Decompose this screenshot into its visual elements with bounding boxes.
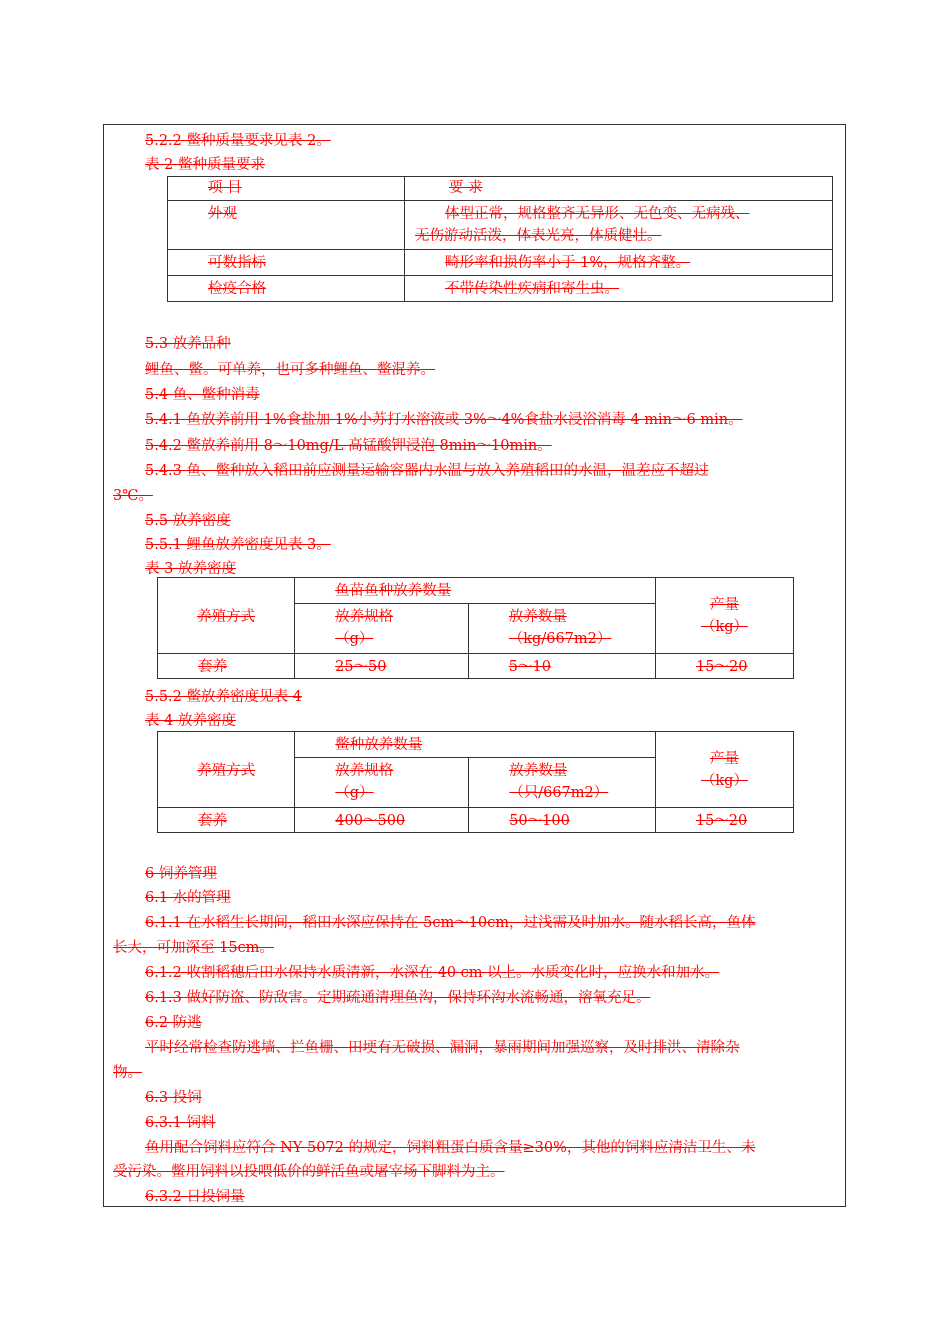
section-6-3-1: 6.3.1 饲料	[145, 1115, 216, 1131]
table-2	[167, 176, 833, 302]
table-2-header-req: 要 求	[405, 177, 833, 201]
table-3-row-mode: 套养	[158, 654, 295, 679]
section-6-1: 6.1 水的管理	[145, 890, 231, 906]
table-3-header-group: 鱼苗鱼种放养数量	[295, 578, 656, 604]
table-3-title: 表 3 放养密度	[145, 561, 236, 577]
section-5-4-3-line1: 5.4.3 鱼、鳖种放入稻田前应测量运输容器内水温与放入养殖稻田的水温，温差应不超过	[145, 463, 709, 479]
table-2-row-quarantine-item: 检疫合格	[168, 276, 405, 302]
table-4-row-mode: 套养	[158, 808, 295, 833]
table-2-row-countable-item: 可数指标	[168, 250, 405, 276]
table-4-header-spec: 放养规格 （g）	[295, 758, 469, 808]
table-2-row-countable-req: 畸形率和损伤率小于 1%，规格齐整。	[405, 250, 833, 276]
section-6: 6 饲养管理	[145, 866, 217, 882]
section-6-1-1-line2: 长大，可加深至 15cm。	[113, 940, 274, 956]
table-4-row-qty: 50～100	[469, 808, 656, 833]
section-5-5-2: 5.5.2 鳖放养密度见表 4	[145, 689, 302, 705]
section-5-2-2: 5.2.2 鳖种质量要求见表 2。	[145, 133, 331, 149]
section-5-3: 5.3 放养品种	[145, 336, 231, 352]
table-3-row-yield: 15～20	[656, 654, 794, 679]
table-4-row-yield: 15～20	[655, 808, 793, 833]
table-3-header-yield: 产量 （kg）	[656, 578, 794, 654]
table-2-row-appearance-req: 体型正常，规格整齐无异形、无色变、无病残、 无伤游动活泼，体表光亮，体质健壮。	[405, 201, 833, 250]
table-3-header-spec: 放养规格 （g）	[295, 604, 469, 654]
section-6-2-body-line2: 物。	[113, 1065, 142, 1081]
section-6-2: 6.2 防逃	[145, 1015, 202, 1031]
table-2-row-appearance-item: 外观	[168, 201, 405, 250]
section-6-3: 6.3 投饲	[145, 1090, 202, 1106]
section-6-3-2: 6.3.2 日投饲量	[145, 1189, 245, 1205]
table-3-row-qty: 5～10	[468, 654, 655, 679]
section-5-4-1: 5.4.1 鱼放养前用 1%食盐加 1%小苏打水溶液或 3%～4%食盐水浸浴消毒 4 min～6 min。	[145, 412, 743, 428]
table-4-row-spec: 400～500	[295, 808, 469, 833]
section-6-3-1-body-line1: 鱼用配合饲料应符合 NY 5072 的规定，饲料粗蛋白质含量≥30%，其他的饲料应清洁卫生、未	[145, 1140, 756, 1156]
table-3	[157, 577, 794, 679]
table-4-header-group: 鳖种放养数量	[295, 732, 656, 758]
table-2-header-item: 项 目	[168, 177, 405, 201]
table-4	[157, 731, 794, 833]
table-3-header-mode: 养殖方式	[158, 578, 295, 654]
table-4-title: 表 4 放养密度	[145, 713, 236, 729]
section-6-2-body-line1: 平时经常检查防逃墙、拦鱼栅、田埂有无破损、漏洞，暴雨期间加强巡察，及时排洪、清除杂	[145, 1040, 740, 1056]
section-5-5-1: 5.5.1 鲤鱼放养密度见表 3。	[145, 537, 331, 553]
table-4-header-yield: 产量 （kg）	[655, 732, 793, 808]
table-3-header-qty: 放养数量 （kg/667m2）	[468, 604, 655, 654]
table-4-header-mode: 养殖方式	[158, 732, 295, 808]
table-4-header-qty: 放养数量 （只/667m2）	[469, 758, 656, 808]
section-5-5: 5.5 放养密度	[145, 513, 231, 529]
table-3-row-spec: 25～50	[295, 654, 469, 679]
section-6-1-1-line1: 6.1.1 在水稻生长期间，稻田水深应保持在 5cm～10cm，过浅需及时加水。随水稻长高，鱼体	[145, 915, 756, 931]
section-5-4: 5.4 鱼、鳖种消毒	[145, 387, 260, 403]
table-2-row-quarantine-req: 不带传染性疾病和寄生虫。	[405, 276, 833, 302]
section-6-1-2: 6.1.2 收割稻穗后田水保持水质清新，水深在 40 cm 以上。水质变化时，应换水和加水。	[145, 965, 720, 981]
section-6-1-3: 6.1.3 做好防盗、防敌害。定期疏通清理鱼沟，保持环沟水流畅通，溶氧充足。	[145, 990, 651, 1006]
section-5-3-body: 鲤鱼、鳖。可单养，也可多种鲤鱼、鳖混养。	[145, 362, 435, 378]
table-2-title: 表 2 鳖种质量要求	[145, 157, 265, 173]
section-5-4-3-line2: 3℃。	[113, 488, 153, 504]
section-6-3-1-body-line2: 受污染。鳖用饲料以投喂低价的鲜活鱼或屠宰场下脚料为主。	[113, 1164, 505, 1180]
section-5-4-2: 5.4.2 鳖放养前用 8～10mg/L 高锰酸钾浸泡 8min～10min。	[145, 438, 552, 454]
